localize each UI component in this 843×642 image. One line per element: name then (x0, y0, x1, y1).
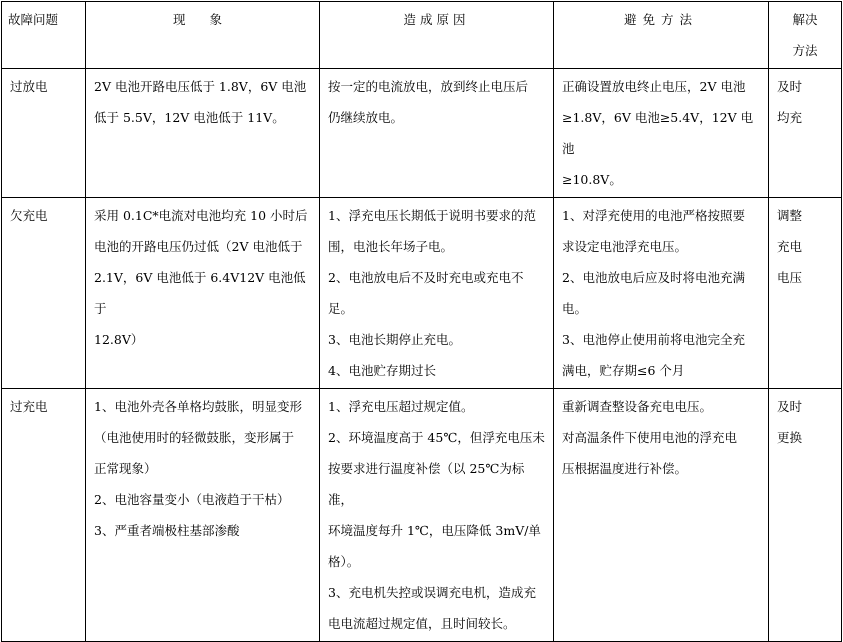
header-cause: 造成原因 (320, 2, 554, 69)
header-prevention: 避免方法 (554, 2, 769, 69)
cause-cell (320, 389, 554, 642)
phenomenon-cell (86, 69, 320, 198)
text-line: 及时 (777, 399, 803, 414)
prevention-cell (554, 389, 769, 642)
text-line: 电池的开路电压仍过低（2V 电池低于 (94, 239, 303, 254)
solution-cell (769, 69, 842, 198)
text-line: ≥1.8V，6V 电池≥5.4V，12V 电池 (562, 110, 754, 156)
text-line: 3、充电机失控或误调充电机，造成充 (328, 585, 536, 600)
text-line: 1、对浮充使用的电池严格按照要 (562, 208, 745, 223)
text-line: 3、电池长期停止充电。 (328, 332, 461, 347)
text-line: 调整 (777, 208, 803, 223)
text-line: 充电 (777, 239, 803, 254)
phenomenon-cell (86, 389, 320, 642)
text-line: 采用 0.1C*电流对电池均充 10 小时后 (94, 208, 308, 223)
issue-cell: 过充电 (2, 389, 86, 642)
solution-cell (769, 389, 842, 642)
text-line: 3、严重者端极柱基部渗酸 (94, 523, 240, 538)
text-line: 电压 (777, 270, 803, 285)
text-line: 12.8V） (94, 332, 144, 347)
text-line: 对高温条件下使用电池的浮充电 (562, 430, 738, 445)
cause-cell (320, 69, 554, 198)
text-line: 3、电池停止使用前将电池完全充 (562, 332, 745, 347)
text-line: 按一定的电流放电，放到终止电压后 (328, 79, 529, 94)
text-line: 电。 (562, 301, 588, 316)
text-line: 满电，贮存期≤6 个月 (562, 363, 685, 378)
text-line: ≥10.8V。 (562, 172, 622, 187)
header-issue: 故障问题 (2, 2, 86, 69)
table-row (2, 69, 842, 198)
header-solution (769, 2, 842, 69)
text-line: 及时 (777, 79, 803, 94)
text-line: 2、环境温度高于 45℃，但浮充电压未 (328, 430, 545, 445)
text-line: 围，电池长年场子电。 (328, 239, 454, 254)
header-row (2, 2, 842, 69)
text-line: 1、浮充电压长期低于说明书要求的范 (328, 208, 536, 223)
text-line: 电电流超过规定值，且时间较长。 (328, 616, 516, 631)
text-line: 压根据温度进行补偿。 (562, 461, 688, 476)
table-row (2, 389, 842, 642)
header-solution-line2: 方法 (792, 43, 818, 58)
text-line: 2、电池容量变小（电液趋于干枯） (94, 492, 290, 507)
text-line: 均充 (777, 110, 803, 125)
header-phenomenon: 现 象 (86, 2, 320, 69)
text-line: 按要求进行温度补偿（以 25℃为标准， (328, 461, 525, 507)
phenomenon-cell (86, 198, 320, 389)
issue-cell: 过放电 (2, 69, 86, 198)
text-line: 1、电池外壳各单格均鼓胀，明显变形 (94, 399, 302, 414)
table-row (2, 198, 842, 389)
battery-fault-table (1, 1, 842, 642)
text-line: 2、电池放电后应及时将电池充满 (562, 270, 745, 285)
text-line: （电池使用时的轻微鼓胀，变形属于 (94, 430, 295, 445)
text-line: 仍继续放电。 (328, 110, 404, 125)
prevention-cell (554, 198, 769, 389)
text-line: 环境温度每升 1℃，电压降低 3mV/单 (328, 523, 541, 538)
issue-cell: 欠充电 (2, 198, 86, 389)
text-line: 求设定电池浮充电压。 (562, 239, 688, 254)
text-line: 正确设置放电终止电压，2V 电池 (562, 79, 746, 94)
text-line: 2、电池放电后不及时充电或充电不 (328, 270, 524, 285)
text-line: 足。 (328, 301, 354, 316)
text-line: 重新调查整设备充电电压。 (562, 399, 713, 414)
cause-cell (320, 198, 554, 389)
text-line: 正常现象） (94, 461, 157, 476)
text-line: 格）。 (328, 554, 360, 569)
text-line: 更换 (777, 430, 803, 445)
text-line: 1、浮充电压超过规定值。 (328, 399, 474, 414)
text-line: 4、电池贮存期过长 (328, 363, 436, 378)
text-line: 2.1V，6V 电池低于 6.4V12V 电池低于 (94, 270, 306, 316)
text-line: 低于 5.5V，12V 电池低于 11V。 (94, 110, 285, 125)
prevention-cell (554, 69, 769, 198)
text-line: 2V 电池开路电压低于 1.8V，6V 电池 (94, 79, 307, 94)
solution-cell (769, 198, 842, 389)
header-solution-line1: 解决 (792, 12, 818, 27)
